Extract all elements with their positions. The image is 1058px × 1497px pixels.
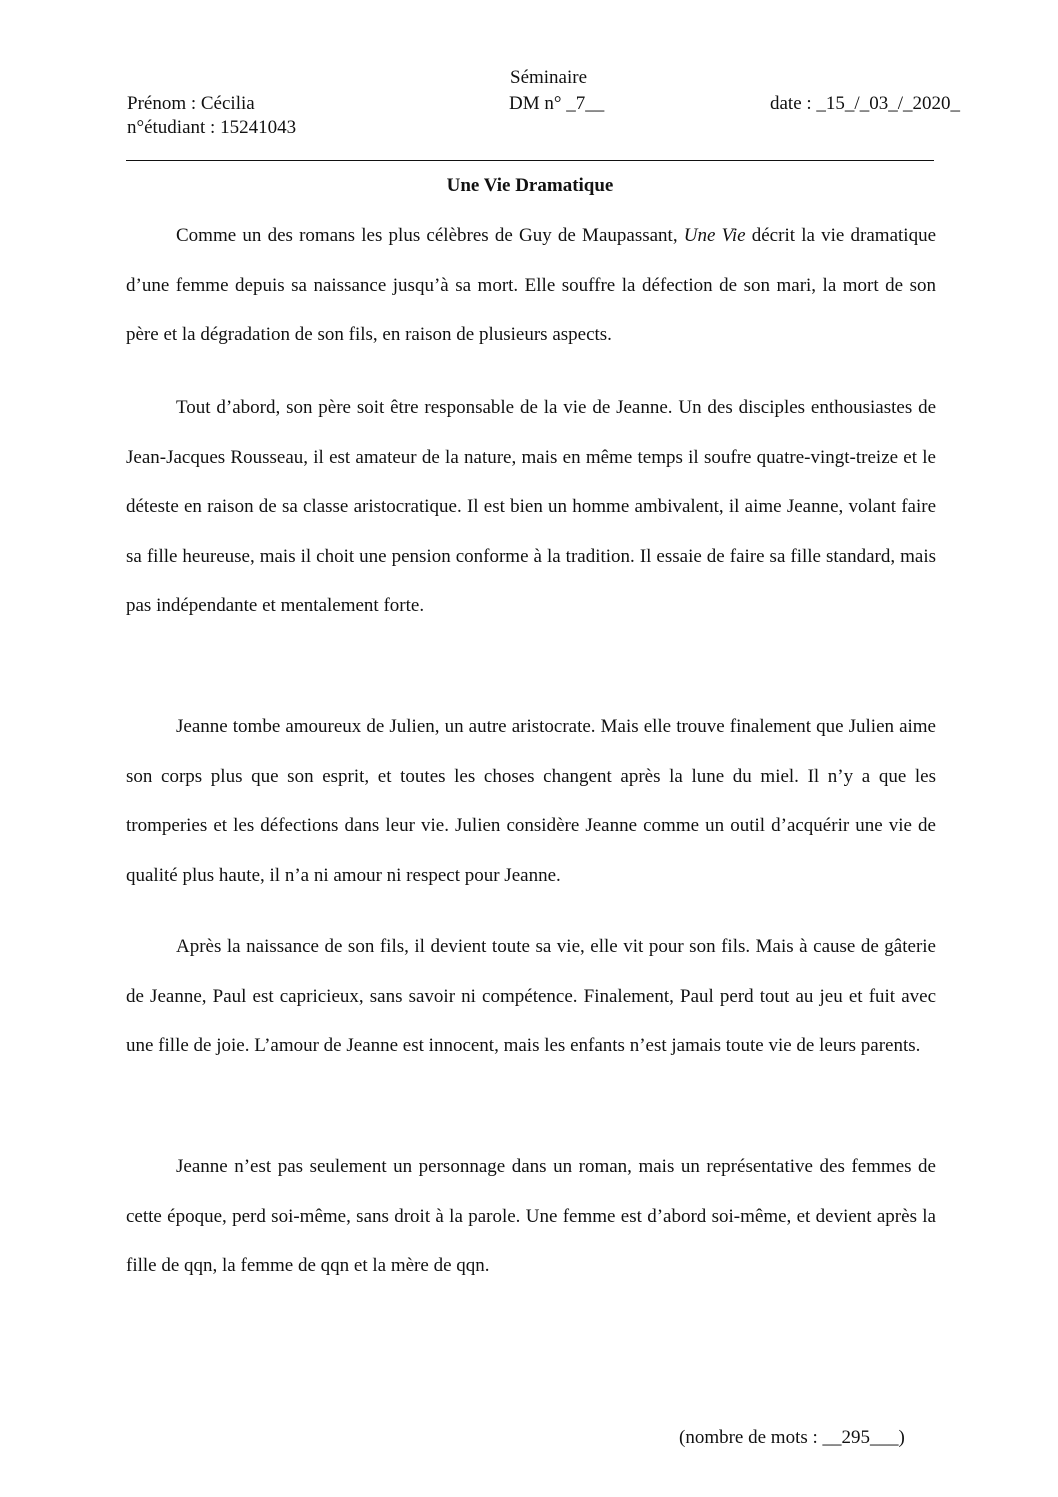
paragraph-conclusion (126, 1142, 936, 1291)
header-divider (126, 160, 934, 161)
student-number: n°étudiant : 15241043 (127, 117, 297, 138)
paragraph-text-after: décrit la vie dramatique d’une femme depuis sa naissance jusqu’à sa mort. Elle souffre la défection de son mari, la mort de son père et la dégradation de son fils, en raison de plusieurs aspects. (126, 225, 936, 345)
paragraph-text: Tout d’abord, son père soit être responsable de la vie de Jeanne. Un des disciples enthousiastes de Jean-Jacques Rousseau, il est amateur de la nature, mais en même temps il soufre quatre-vingt-treize et le déteste en raison de sa classe aristocratique. Il est bien un homme ambivalent, il aime Jeanne, volant faire sa fille heureuse, mais il choit une pension conforme à la tradition. Il essaie de faire sa fille standard, mais pas indépendante et mentalement forte. (126, 397, 936, 616)
paragraph-father (126, 383, 936, 631)
date-field: date : _15_/_03_/_2020_ (770, 93, 960, 114)
paragraph-julien (126, 702, 936, 900)
paragraph-intro (126, 211, 936, 360)
student-first-name: Prénom : Cécilia (127, 93, 255, 114)
seminar-label: Séminaire (510, 67, 588, 88)
paragraph-text: Jeanne tombe amoureux de Julien, un autre aristocrate. Mais elle trouve finalement que Julien aime son corps plus que son esprit, et toutes les choses changent après la lune du miel. Il n’y a que les tromperies et les défections dans leur vie. Julien considère Jeanne comme un outil d’acquérir une vie de qualité plus haute, il n’a ni amour ni respect pour Jeanne. (126, 716, 936, 886)
word-count: (nombre de mots : __295___) (679, 1427, 905, 1448)
paragraph-text: Après la naissance de son fils, il devient toute sa vie, elle vit pour son fils. Mais à cause de gâterie de Jeanne, Paul est capricieux, sans savoir ni compétence. Finalement, Paul perd tout au jeu et fuit avec une fille de joie. L’amour de Jeanne est innocent, mais les enfants n’est jamais toute vie de leurs parents. (126, 936, 936, 1056)
paragraph-son (126, 922, 936, 1071)
paragraph-text (126, 211, 936, 360)
assignment-number: DM n° _7__ (509, 93, 605, 114)
paragraph-text-before: Comme un des romans les plus célèbres de Guy de Maupassant, (176, 225, 684, 246)
paragraph-text: Jeanne n’est pas seulement un personnage dans un roman, mais un représentative des femmes de cette époque, perd soi-même, sans droit à la parole. Une femme est d’abord soi-même, et devient après la fille de qqn, la femme de qqn et la mère de qqn. (126, 1156, 936, 1276)
document-title: Une Vie Dramatique (446, 175, 614, 196)
book-title-italic: Une Vie (683, 225, 746, 246)
